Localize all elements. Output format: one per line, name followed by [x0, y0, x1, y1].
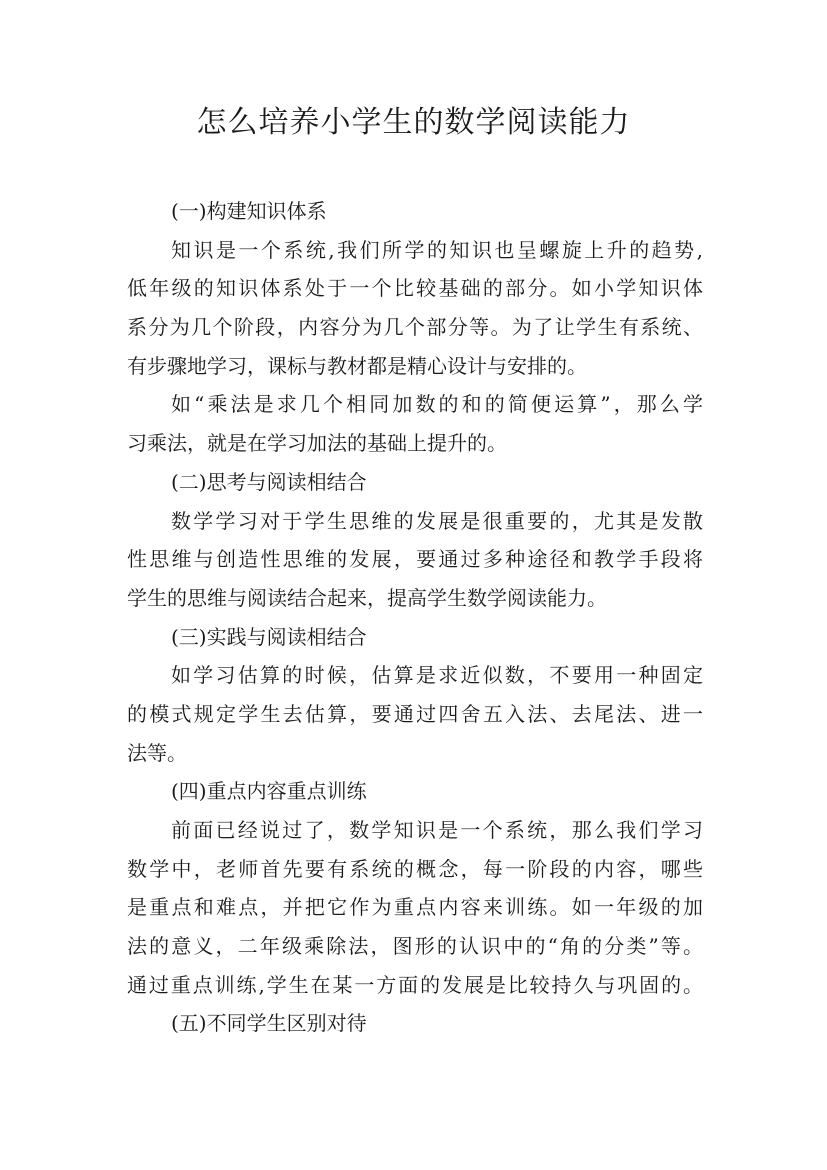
- section-heading: (三)实践与阅读相结合: [171, 624, 367, 649]
- section-heading: (二)思考与阅读相结合: [171, 469, 367, 494]
- section-heading: (五)不同学生区别对待: [171, 1011, 367, 1036]
- paragraph-line: 是重点和难点，并把它作为重点内容来训练。如一年级的加: [127, 895, 703, 920]
- paragraph-line: 习乘法，就是在学习加法的基础上提升的。: [127, 431, 507, 456]
- paragraph-line: 数学学习对于学生思维的发展是很重要的，尤其是发散: [171, 508, 703, 533]
- paragraph-line: 知识是一个系统,我们所学的知识也呈螺旋上升的趋势,: [171, 237, 703, 262]
- paragraph-line: 前面已经说过了，数学知识是一个系统，那么我们学习: [171, 818, 703, 842]
- paragraph-line: 有步骤地学习，课标与教材都是精心设计与安排的。: [127, 353, 587, 378]
- section-heading: (一)构建知识体系: [171, 199, 327, 223]
- paragraph-line: 如学习估算的时候，估算是求近似数，不要用一种固定: [171, 663, 703, 688]
- paragraph-line: 低年级的知识体系处于一个比较基础的部分。如小学知识体: [127, 276, 703, 301]
- paragraph-line: 如“乘法是求几个相同加数的和的简便运算”，那么学: [171, 392, 703, 417]
- paragraph-line: 性思维与创造性思维的发展，要通过多种途径和教学手段将: [127, 547, 703, 572]
- paragraph-line: 的模式规定学生去估算，要通过四舍五入法、去尾法、进一: [127, 701, 703, 726]
- document-title: 怎么培养小学生的数学阅读能力: [196, 105, 631, 140]
- paragraph-line: 通过重点训练,学生在某一方面的发展是比较持久与巩固的。: [127, 972, 703, 997]
- paragraph-line: 学生的思维与阅读结合起来，提高学生数学阅读能力。: [127, 585, 607, 610]
- paragraph-line: 法的意义，二年级乘除法，图形的认识中的“角的分类”等。: [127, 934, 703, 959]
- paragraph-line: 系分为几个阶段，内容分为几个部分等。为了让学生有系统、: [127, 315, 703, 340]
- section-heading: (四)重点内容重点训练: [171, 779, 367, 804]
- document-body: [127, 192, 703, 1043]
- paragraph-line: 法等。: [127, 740, 187, 765]
- paragraph-line: 数学中，老师首先要有系统的概念，每一阶段的内容，哪些: [127, 856, 703, 881]
